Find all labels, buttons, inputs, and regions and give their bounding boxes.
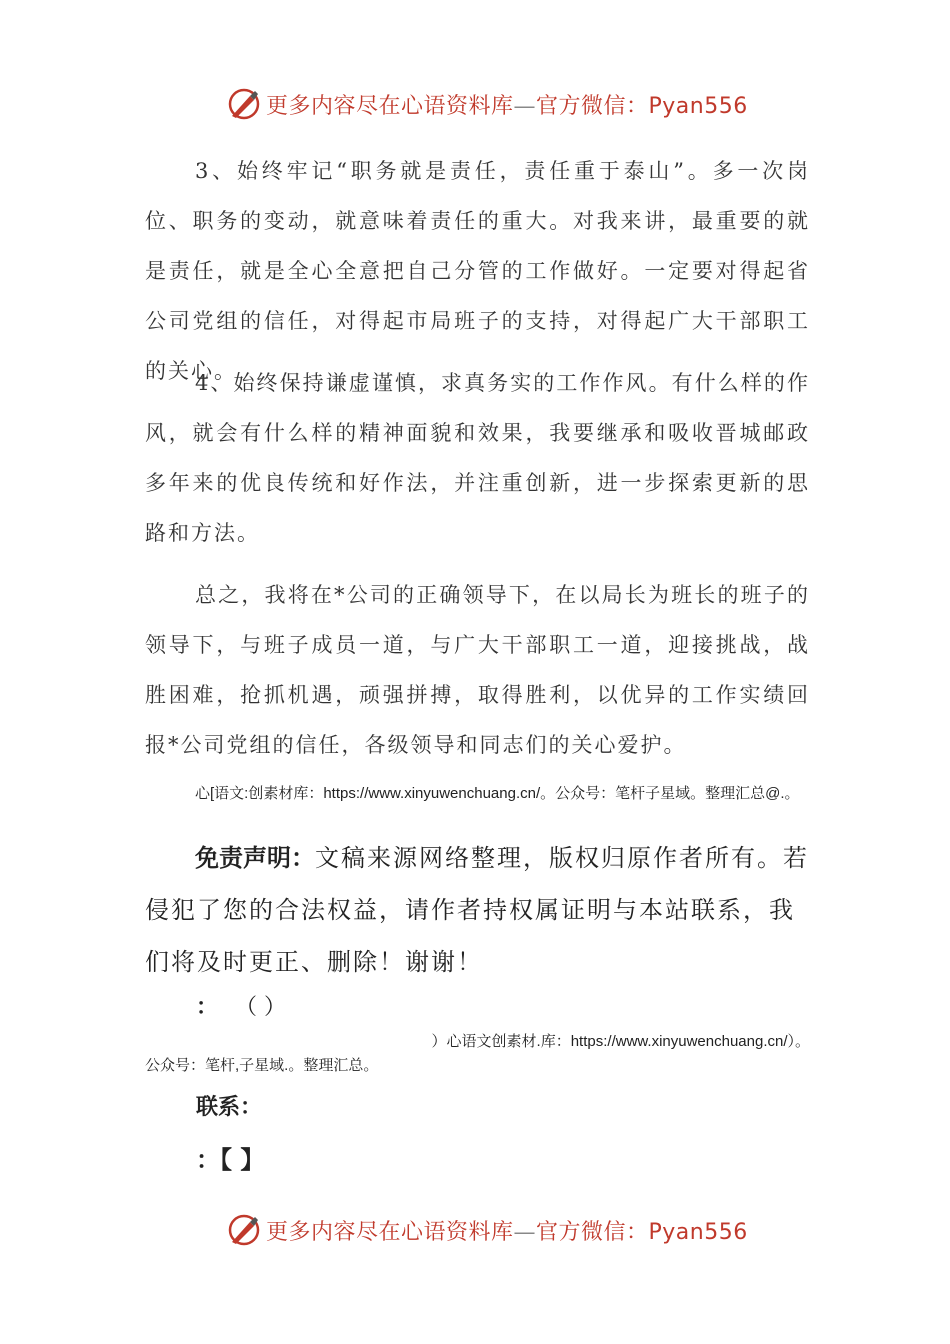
- banner-main-text: 更多内容尽在心语资料库: [266, 1219, 514, 1245]
- source-note: 心[语文:创素材库：https://www.xinyuwenchuang.cn/。公众号：笔杆子星域。整理汇总@.。: [195, 785, 800, 802]
- banner-dash: —: [513, 93, 537, 119]
- banner-text: [266, 89, 748, 120]
- colon-mark: ：: [196, 995, 219, 1020]
- banner-wechat-text: 官方微信：Pyan556: [536, 93, 748, 119]
- empty-parens: （ ）: [246, 995, 287, 1020]
- colon-line: [196, 990, 286, 1021]
- banner-wechat-text: 官方微信：Pyan556: [536, 1219, 748, 1245]
- disclaimer-text: 文稿来源网络整理，版权归原作者所有。若侵犯了您的合法权益，请作者持权属证明与本站联系，我们将及时更正、删除！谢谢！: [145, 844, 809, 976]
- source-note-2-line1: ）心语文创素材.库：https://www.xinyuwenchuang.cn/）。: [431, 1033, 810, 1050]
- contact-label: 联系：: [196, 1095, 263, 1120]
- disclaimer: [145, 832, 815, 988]
- paragraph-summary: 总之，我将在*公司的正确领导下，在以局长为班长的班子的领导下，与班子成员一道，与广大干部职工一道，迎接挑战，战胜困难，抢抓机遇，顽强拼搏，取得胜利，以优异的工作实绩回报*公司党组的信任，各级领导和同志们的关心爱护。: [145, 583, 810, 757]
- source-note-2-line2: 公众号：笔杆,子星域.。整理汇总。: [145, 1057, 379, 1074]
- banner-text: [266, 1215, 748, 1246]
- banner-main-text: 更多内容尽在心语资料库: [266, 93, 514, 119]
- source-note-2: [145, 1030, 810, 1078]
- paragraph-4: 4、始终保持谦虚谨慎，求真务实的工作作风。有什么样的作风，就会有什么样的精神面貌和效果，我要继承和吸收晋城邮政多年来的优良传统和好作法，并注重创新，进一步探索更新的思路和方法。: [145, 371, 810, 545]
- banner-dash: —: [513, 1219, 537, 1245]
- paragraph-3: 3、始终牢记“职务就是责任，责任重于泰山”。多一次岗位、职务的变动，就意味着责任的重大。对我来讲，最重要的就是责任，就是全心全意把自己分管的工作做好。一定要对得起省公司党组的信任，对得起市局班子的支持，对得起广大干部职工的关心。: [145, 159, 810, 383]
- footer-banner: [226, 1210, 786, 1250]
- header-banner: [226, 84, 786, 124]
- pen-logo-icon: [226, 86, 262, 122]
- disclaimer-label: 免责声明：: [195, 844, 315, 872]
- pen-logo-icon: [226, 1212, 262, 1248]
- bracket-line: ：【 】: [196, 1146, 265, 1174]
